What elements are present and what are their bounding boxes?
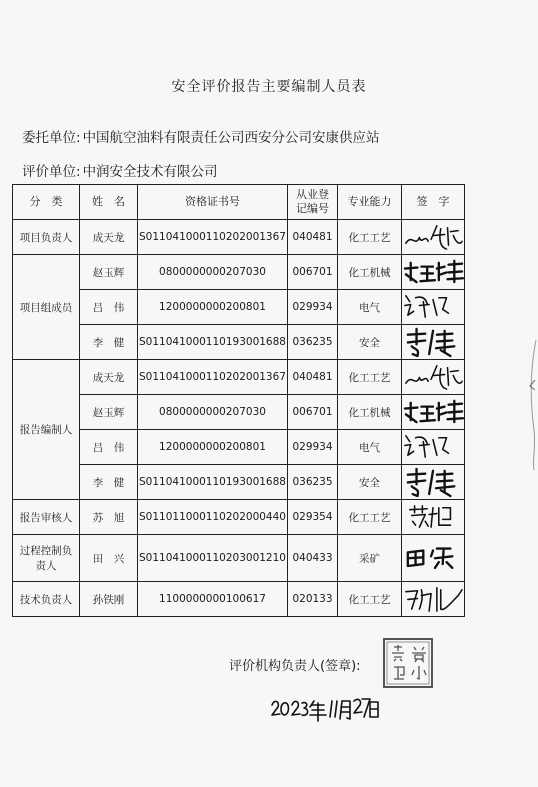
signature-cell bbox=[402, 395, 465, 430]
cell-name: 赵玉辉 bbox=[80, 255, 138, 290]
cell-specialty: 化工工艺 bbox=[338, 220, 402, 255]
cell-cert: S011011000110202000440 bbox=[138, 500, 288, 535]
page-title: 安全评价报告主要编制人员表 bbox=[171, 79, 367, 95]
handwritten-signature bbox=[402, 582, 464, 616]
table-row bbox=[13, 360, 465, 395]
handwritten-date bbox=[270, 693, 380, 723]
signature-cell bbox=[402, 290, 465, 325]
evaluator-label: 评价单位: bbox=[22, 164, 81, 180]
signature-cell bbox=[402, 360, 465, 395]
cell-reg: 020133 bbox=[288, 582, 338, 617]
handwritten-signature bbox=[402, 360, 464, 394]
cell-reg: 029934 bbox=[288, 290, 338, 325]
seal-stamp bbox=[382, 637, 434, 689]
cell-specialty: 电气 bbox=[338, 430, 402, 465]
group-tech: 技术负责人 bbox=[13, 582, 80, 617]
cell-name: 吕 伟 bbox=[80, 290, 138, 325]
cell-specialty: 化工工艺 bbox=[338, 500, 402, 535]
cell-specialty: 安全 bbox=[338, 325, 402, 360]
handwritten-signature bbox=[402, 255, 464, 289]
signature-cell bbox=[402, 465, 465, 500]
binding-edge-mark bbox=[526, 340, 538, 470]
group-members: 项目组成员 bbox=[13, 255, 80, 360]
client-line bbox=[22, 126, 380, 146]
group-process bbox=[13, 535, 80, 582]
header-signature: 签 字 bbox=[402, 185, 465, 220]
cell-reg: 040481 bbox=[288, 220, 338, 255]
handwritten-signature bbox=[402, 535, 464, 581]
signature-cell bbox=[402, 255, 465, 290]
header-specialty: 专业能力 bbox=[338, 185, 402, 220]
table-row bbox=[13, 255, 465, 290]
cell-specialty: 采矿 bbox=[338, 535, 402, 582]
cell-specialty: 化工工艺 bbox=[338, 360, 402, 395]
cell-cert: 1200000000200801 bbox=[138, 290, 288, 325]
cell-reg: 036235 bbox=[288, 465, 338, 500]
cell-specialty: 化工机械 bbox=[338, 255, 402, 290]
cell-cert: 0800000000207030 bbox=[138, 395, 288, 430]
signature-cell bbox=[402, 325, 465, 360]
group-process-line2: 责人 bbox=[35, 560, 57, 572]
group-authors: 报告编制人 bbox=[13, 360, 80, 500]
client-value: 中国航空油料有限责任公司西安分公司安康供应站 bbox=[82, 130, 380, 146]
staff-table bbox=[12, 184, 465, 617]
evaluator-value: 中润安全技术有限公司 bbox=[82, 164, 218, 180]
table-row bbox=[13, 465, 465, 500]
header-reg-line2: 记编号 bbox=[296, 202, 329, 215]
signature-cell bbox=[402, 430, 465, 465]
table-row bbox=[13, 395, 465, 430]
client-label: 委托单位: bbox=[22, 130, 81, 146]
header-reg-line1: 从业登 bbox=[296, 188, 329, 201]
handwritten-signature bbox=[402, 325, 464, 359]
cell-cert: S011041000110202001367 bbox=[138, 220, 288, 255]
cell-specialty: 安全 bbox=[338, 465, 402, 500]
header-category: 分 类 bbox=[13, 185, 80, 220]
header-name: 姓 名 bbox=[80, 185, 138, 220]
signature-cell bbox=[402, 535, 465, 582]
signature-cell bbox=[402, 220, 465, 255]
header-cert: 资格证书号 bbox=[138, 185, 288, 220]
table-row bbox=[13, 500, 465, 535]
handwritten-signature bbox=[402, 430, 464, 464]
table-header-row bbox=[13, 185, 465, 220]
cell-reg: 029354 bbox=[288, 500, 338, 535]
cell-reg: 029934 bbox=[288, 430, 338, 465]
cell-specialty: 化工机械 bbox=[338, 395, 402, 430]
responsible-signature-label: 评价机构负责人(签章): bbox=[229, 659, 361, 674]
cell-cert: S011041000110202001367 bbox=[138, 360, 288, 395]
group-reviewer: 报告审核人 bbox=[13, 500, 80, 535]
cell-cert: S011041000110193001688 bbox=[138, 465, 288, 500]
cell-specialty: 化工工艺 bbox=[338, 582, 402, 617]
cell-cert: S011041000110193001688 bbox=[138, 325, 288, 360]
cell-cert: 1100000000100617 bbox=[138, 582, 288, 617]
header-reg bbox=[288, 185, 338, 220]
cell-name: 赵玉辉 bbox=[80, 395, 138, 430]
group-process-line1: 过程控制负 bbox=[19, 545, 73, 557]
handwritten-signature bbox=[402, 500, 464, 534]
cell-name: 吕 伟 bbox=[80, 430, 138, 465]
cell-name: 李 健 bbox=[80, 325, 138, 360]
cell-cert: S011041000110203001210 bbox=[138, 535, 288, 582]
cell-reg: 036235 bbox=[288, 325, 338, 360]
cell-cert: 0800000000207030 bbox=[138, 255, 288, 290]
cell-reg: 006701 bbox=[288, 395, 338, 430]
cell-name: 田 兴 bbox=[80, 535, 138, 582]
cell-reg: 040481 bbox=[288, 360, 338, 395]
cell-name: 成天龙 bbox=[80, 360, 138, 395]
cell-cert: 1200000000200801 bbox=[138, 430, 288, 465]
signature-cell bbox=[402, 582, 465, 617]
cell-name: 孙铁刚 bbox=[80, 582, 138, 617]
group-lead: 项目负责人 bbox=[13, 220, 80, 255]
table-row bbox=[13, 290, 465, 325]
handwritten-signature bbox=[402, 395, 464, 429]
cell-name: 李 健 bbox=[80, 465, 138, 500]
handwritten-signature bbox=[402, 290, 464, 324]
cell-specialty: 电气 bbox=[338, 290, 402, 325]
handwritten-signature bbox=[402, 465, 464, 499]
cell-name: 成天龙 bbox=[80, 220, 138, 255]
cell-name: 苏 旭 bbox=[80, 500, 138, 535]
cell-reg: 006701 bbox=[288, 255, 338, 290]
table-row bbox=[13, 325, 465, 360]
cell-reg: 040433 bbox=[288, 535, 338, 582]
signature-cell bbox=[402, 500, 465, 535]
table-row bbox=[13, 535, 465, 582]
handwritten-signature bbox=[402, 220, 464, 254]
table-row bbox=[13, 582, 465, 617]
evaluator-line bbox=[22, 160, 218, 180]
table-row bbox=[13, 220, 465, 255]
table-row bbox=[13, 430, 465, 465]
